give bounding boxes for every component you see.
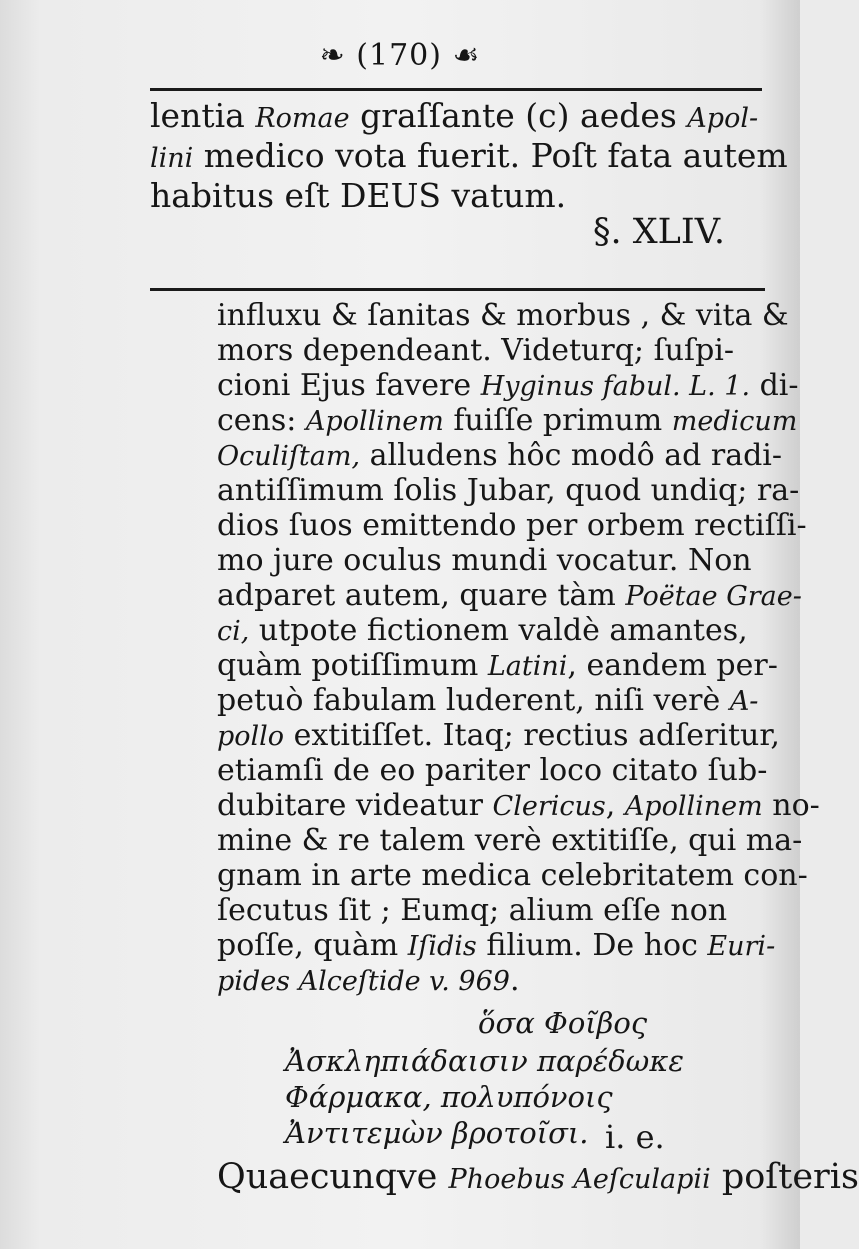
text-line: mors dependeant. Videturq; ſuſpi-	[217, 333, 735, 368]
text-line: etiamſi de eo pariter loco citato ſub-	[217, 753, 768, 788]
page-number	[0, 38, 800, 73]
text-line: petuò fabulam luderent, niſi verè A-	[217, 683, 759, 718]
text-line: ci, utpote fictionem valdè amantes,	[217, 613, 748, 648]
text-line: gnam in arte medica celebritatem con-	[217, 858, 808, 893]
text-line: cioni Ejus favere Hyginus fabul. L. 1. di-	[217, 368, 799, 403]
greek-verse-line: Ἀντιτεμὼν βροτοῖσι.	[285, 1116, 589, 1150]
text-line: mine & re talem verè extitiſſe, qui ma-	[217, 823, 803, 858]
text-line: poſſe, quàm Iſidis filium. De hoc Euri-	[217, 928, 776, 963]
text-line: dubitare videatur Clericus, Apollinem no-	[217, 788, 820, 823]
text-line: lentia Romae graſſante (c) aedes Apol-	[150, 96, 759, 135]
text-line: influxu & ſanitas & morbus , & vita &	[217, 298, 789, 333]
text-line: Oculiſtam, alludens hôc modô ad radi-	[217, 438, 783, 473]
greek-verse-line: ὅσα Φοῖβος	[478, 1006, 648, 1040]
section-rule	[150, 288, 765, 291]
top-rule	[150, 88, 762, 91]
section-heading: §. XLIV.	[593, 212, 726, 252]
text-line: Quaecunqve Phoebus Aeſculapii poſteris	[217, 1157, 859, 1197]
left-ornament-icon: ❧	[319, 38, 357, 73]
ie-abbreviation: i. e.	[605, 1118, 665, 1156]
greek-verse-line: Ἀσκληπιάδαισιν παρέδωκε	[285, 1044, 684, 1078]
text-line: lini medico vota fuerit. Poſt fata autem	[150, 136, 788, 175]
text-line: antiſſimum ſolis Jubar, quod undiq; ra-	[217, 473, 800, 508]
right-ornament-icon: ☙	[441, 38, 481, 73]
greek-verse-line: Φάρμακα, πολυπόνοις	[285, 1080, 613, 1114]
page-number-text: (170)	[356, 38, 442, 73]
text-line: cens: Apollinem fuiſſe primum medicum	[217, 403, 798, 438]
text-line: habitus eſt DEUS vatum.	[150, 176, 567, 215]
text-line: quàm potiſſimum Latini, eandem per-	[217, 648, 778, 683]
text-line: mo jure oculus mundi vocatur. Non	[217, 543, 752, 578]
text-line: adparet autem, quare tàm Poëtae Grae-	[217, 578, 802, 613]
text-line: pollo extitiſſet. Itaq; rectius adſeritur,	[217, 718, 780, 753]
text-line: ſecutus ſit ; Eumq; alium eſſe non	[217, 893, 728, 928]
text-line: pides Alceſtide v. 969.	[217, 963, 520, 998]
text-line: dios ſuos emittendo per orbem rectiſſi-	[217, 508, 807, 543]
